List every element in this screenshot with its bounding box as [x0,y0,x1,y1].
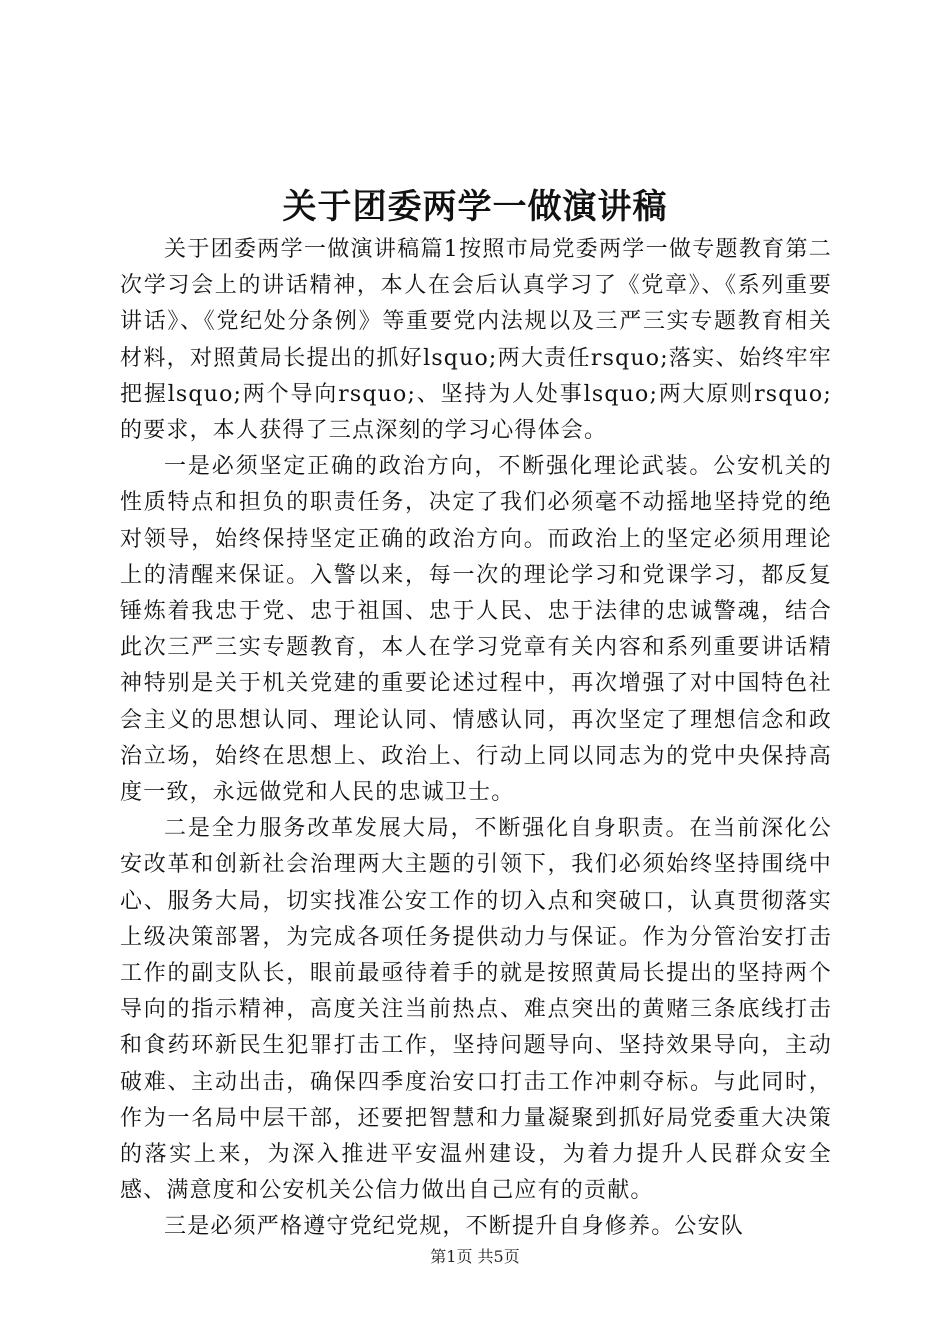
paragraph-point-one: 一是必须坚定正确的政治方向，不断强化理论武装。公安机关的性质特点和担负的职责任务，决定了我们必须毫不动摇地坚持党的绝对领导，始终保持坚定正确的政治方向。而政治上的坚定必须用理论上的清醒来保证。入警以来，每一次的理论学习和党课学习，都反复锤炼着我忠于党、忠于祖国、忠于人民、忠于法律的忠诚警魂，结合此次三严三实专题教育，本人在学习党章有关内容和系列重要讲话精神特别是关于机关党建的重要论述过程中，再次增强了对中国特色社会主义的思想认同、理论认同、情感认同，再次坚定了理想信念和政治立场，始终在思想上、政治上、行动上同以同志为的党中央保持高度一致，永远做党和人民的忠诚卫士。 [120,454,832,806]
document-body [120,232,832,1246]
page-number: 第1页 共5页 [430,1247,520,1266]
paragraph-intro: 关于团委两学一做演讲稿篇1按照市局党委两学一做专题教育第二次学习会上的讲话精神，本人在会后认真学习了《党章》、《系列重要讲话》、《党纪处分条例》等重要党内法规以及三严三实专题教育相关材料，对照黄局长提出的抓好lsquo;两大责任rsquo;落实、始终牢牢把握lsquo;两个导向rsquo;、坚持为人处事lsquo;两大原则rsquo;的要求，本人获得了三点深刻的学习心得体会。 [120,237,832,444]
paragraph-point-two: 二是全力服务改革发展大局，不断强化自身职责。在当前深化公安改革和创新社会治理两大主题的引领下，我们必须始终坚持围绕中心、服务大局，切实找准公安工作的切入点和突破口，认真贯彻落实上级决策部署，为完成各项任务提供动力与保证。作为分管治安打击工作的副支队长，眼前最亟待着手的就是按照黄局长提出的坚持两个导向的指示精神，高度关注当前热点、难点突出的黄赌三条底线打击和食药环新民生犯罪打击工作，坚持问题导向、坚持效果导向，主动破难、主动出击，确保四季度治安口打击工作冲刺夺标。与此同时，作为一名局中层干部，还要把智慧和力量凝聚到抓好局党委重大决策的落实上来，为深入推进平安温州建设，为着力提升人民群众安全感、满意度和公安机关公信力做出自己应有的贡献。 [120,816,832,1204]
document-title: 关于团委两学一做演讲稿 [282,187,668,227]
paragraph-point-three: 三是必须严格遵守党纪党规，不断提升自身修养。公安队 [164,1214,745,1240]
